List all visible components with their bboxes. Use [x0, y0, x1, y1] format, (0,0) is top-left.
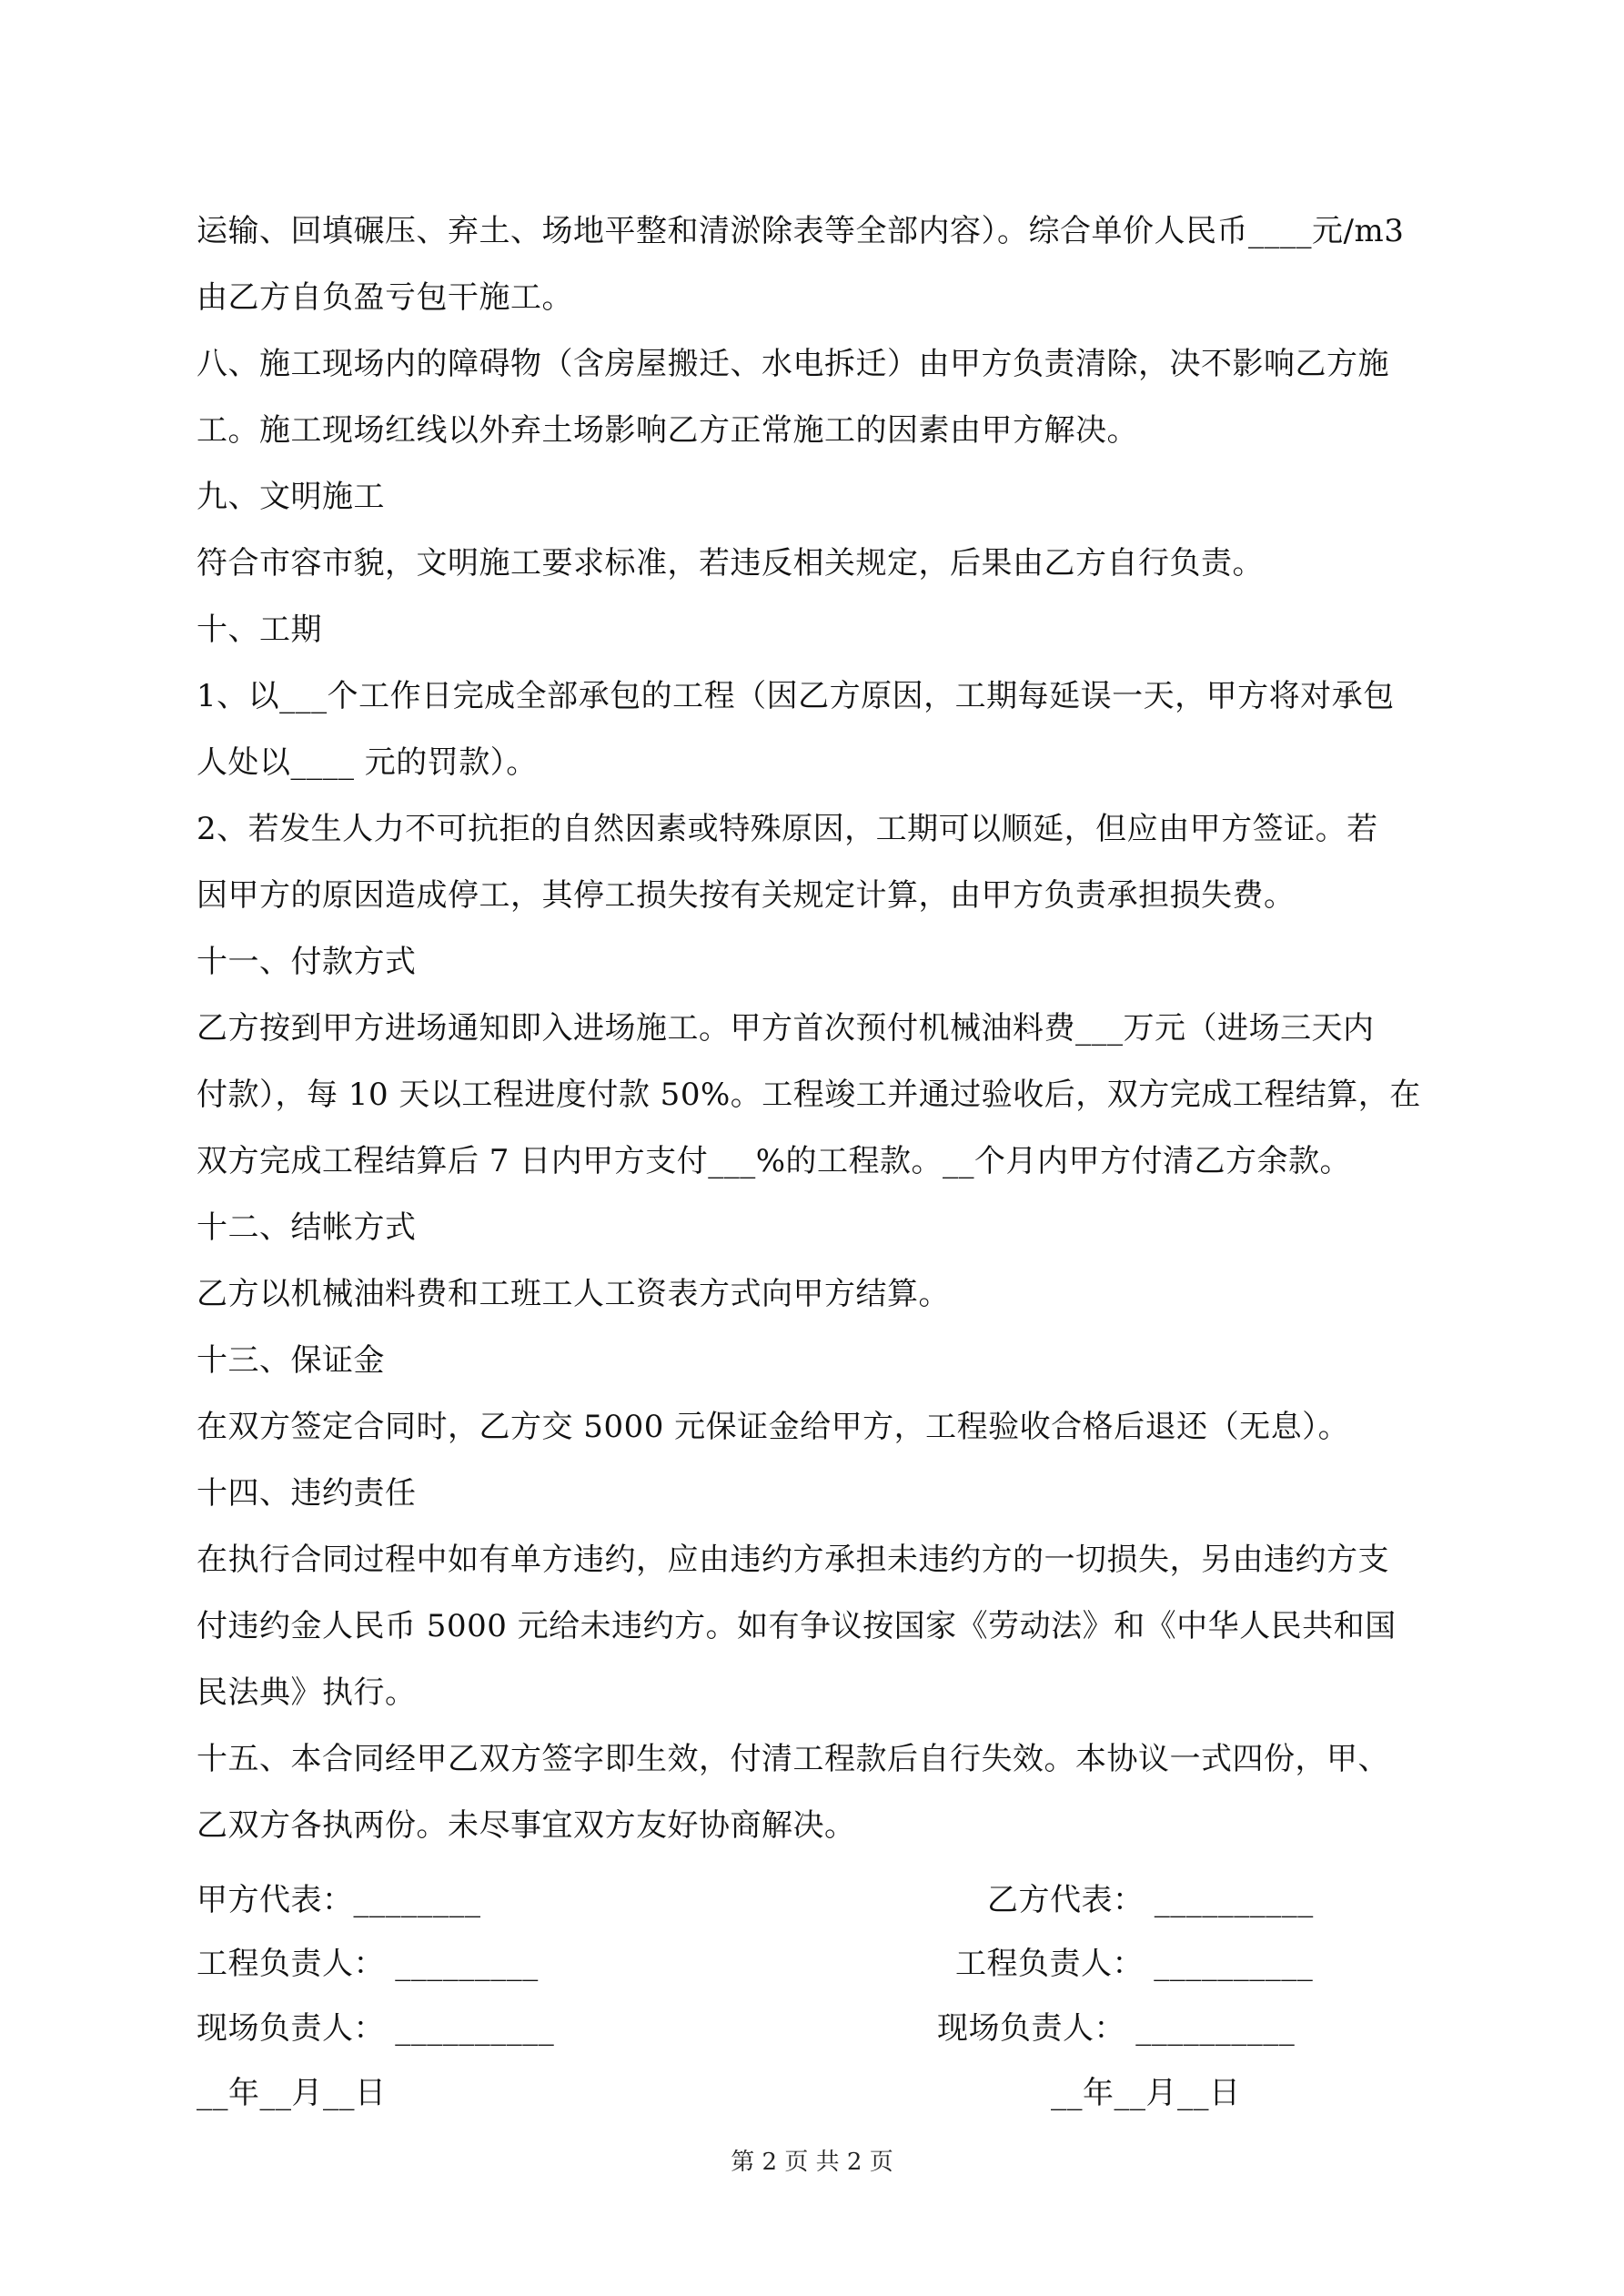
- section-heading-11: 十一、付款方式: [197, 944, 417, 980]
- text-line: 付款），每 10 天以工程进度付款 50%。工程竣工并通过验收后，双方完成工程结算，在: [197, 1077, 1421, 1113]
- section-heading-10: 十、工期: [197, 612, 322, 648]
- text-line: 人处以____ 元的罚款）。: [197, 744, 538, 781]
- text-line: 付违约金人民币 5000 元给未违约方。如有争议按国家《劳动法》和《中华人民共和国: [197, 1608, 1397, 1644]
- party-a-rep: 甲方代表：________: [197, 1882, 481, 1918]
- section-heading-9: 九、文明施工: [197, 479, 385, 515]
- party-a-site-lead: 现场负责人： __________: [197, 2010, 555, 2047]
- section-heading-14: 十四、违约责任: [197, 1475, 417, 1512]
- text-line: 双方完成工程结算后 7 日内甲方支付___%的工程款。__个月内甲方付清乙方余款。: [197, 1143, 1352, 1179]
- text-line: 由乙方自负盈亏包干施工。: [197, 279, 573, 316]
- party-b-date: __年__月__日: [1051, 2075, 1241, 2111]
- text-line: 八、施工现场内的障碍物（含房屋搬迁、水电拆迁）由甲方负责清除，决不影响乙方施: [197, 346, 1389, 382]
- text-line: 乙方以机械油料费和工班工人工资表方式向甲方结算。: [197, 1276, 950, 1312]
- text-line: 工。施工现场红线以外弃土场影响乙方正常施工的因素由甲方解决。: [197, 412, 1138, 449]
- text-line: 符合市容市貌，文明施工要求标准，若违反相关规定，后果由乙方自行负责。: [197, 545, 1264, 582]
- party-b-site-lead: 现场负责人： __________: [937, 2010, 1296, 2047]
- text-line: 乙双方各执两份。未尽事宜双方友好协商解决。: [197, 1807, 856, 1844]
- text-line: 运输、回填碾压、弃土、场地平整和清淤除表等全部内容）。综合单价人民币____元/m3: [197, 213, 1405, 249]
- text-line: 2、若发生人力不可抗拒的自然因素或特殊原因，工期可以顺延，但应由甲方签证。若: [197, 811, 1378, 847]
- text-line: 十五、本合同经甲乙双方签字即生效，付清工程款后自行失效。本协议一式四份，甲、: [197, 1741, 1389, 1777]
- text-line: 在执行合同过程中如有单方违约，应由违约方承担未违约方的一切损失，另由违约方支: [197, 1542, 1389, 1578]
- text-line: 在双方签定合同时，乙方交 5000 元保证金给甲方，工程验收合格后退还（无息）。: [197, 1409, 1350, 1445]
- section-heading-13: 十三、保证金: [197, 1342, 385, 1379]
- party-a-eng-lead: 工程负责人： _________: [197, 1946, 539, 1982]
- text-line: 乙方按到甲方进场通知即入进场施工。甲方首次预付机械油料费___万元（进场三天内: [197, 1010, 1375, 1047]
- page-footer: 第 2 页 共 2 页: [731, 2149, 893, 2176]
- contract-body: [197, 198, 1434, 1859]
- text-line: 1、以___个工作日完成全部承包的工程（因乙方原因，工期每延误一天，甲方将对承包: [197, 678, 1395, 714]
- party-a-date: __年__月__日: [197, 2075, 387, 2111]
- section-heading-12: 十二、结帐方式: [197, 1209, 417, 1246]
- party-b-rep: 乙方代表： __________: [987, 1882, 1314, 1918]
- text-line: 民法典》执行。: [197, 1674, 417, 1711]
- party-b-eng-lead: 工程负责人： __________: [955, 1946, 1314, 1982]
- text-line: 因甲方的原因造成停工，其停工损失按有关规定计算，由甲方负责承担损失费。: [197, 877, 1296, 914]
